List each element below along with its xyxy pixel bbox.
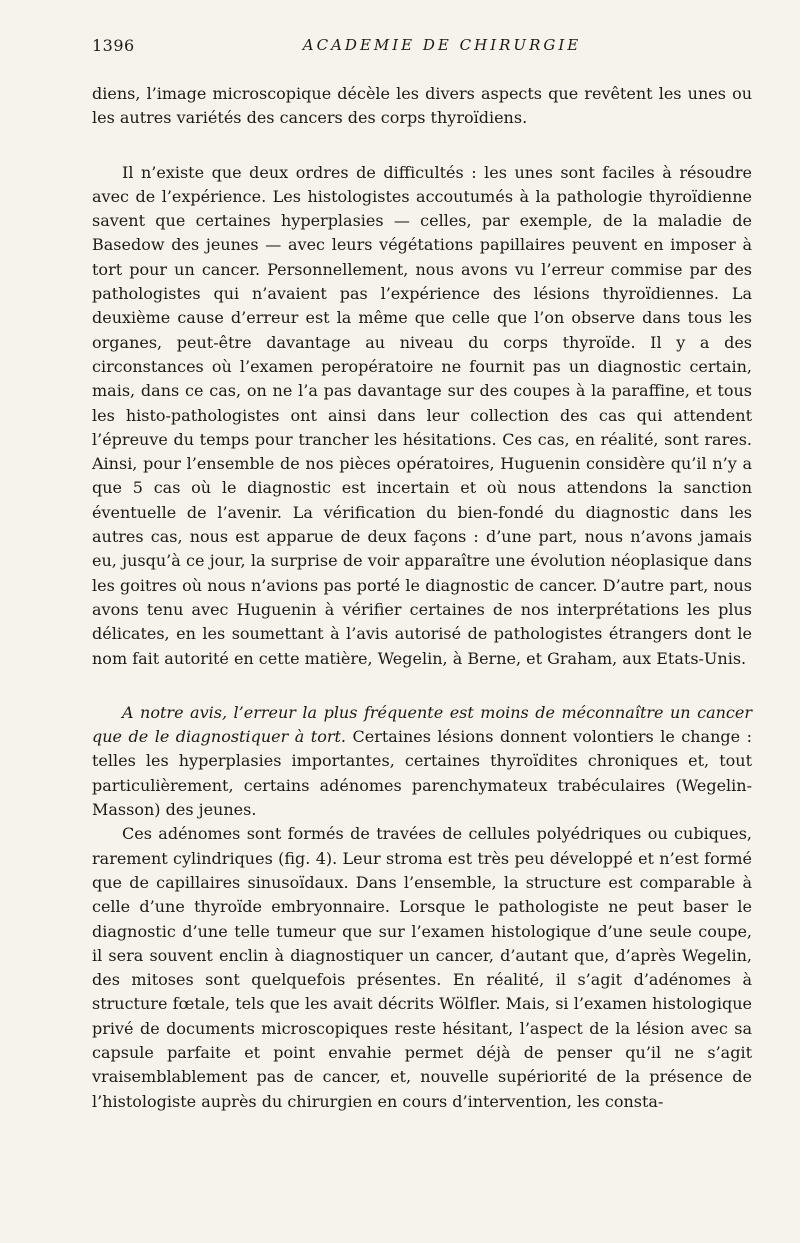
running-header xyxy=(92,36,752,64)
paragraph-frequent-error-body: Certaines lésions donnent volontiers le change : telles les hyperplasies importantes, certaines thyroïdites chroniques et, tout particulièrement, certains adénomes parenchymateux trabéculaires (Wegelin-Masson) des jeunes. xyxy=(92,727,752,820)
italic-lead-sentence: A notre avis, l’erreur la plus fréquente est moins de méconnaître un cancer que de le diagnostiquer à tort. xyxy=(92,702,752,747)
paragraph-difficulties: Il n’existe que deux ordres de difficultés : les unes sont faciles à résoudre avec de l’expérience. Les histologistes accoutumés à la pathologie thyroïdienne savent que certaines hyperplasies — celles, par exemple, de la maladie de Basedow des jeunes — avec leurs végétations papillaires peuvent en imposer à tort pour un cancer. Personnellement, nous avons vu l’erreur commise par des pathologistes qui n’avaient pas l’expérience des lésions thyroïdiennes. La deuxième cause d’erreur est la même que celle que l’on observe dans tous les organes, peut-être davantage au niveau du corps thyroïde. Il y a des circonstances où l’examen peropératoire ne fournit pas un diagnostic certain, mais, dans ce cas, on ne l’a pas davantage sur des coupes à la paraffine, et tous les histo-pathologistes ont ainsi dans leur collection des cas qui attendent l’épreuve du temps pour trancher les hésitations. Ces cas, en réalité, sont rares. Ainsi, pour l’ensemble de nos pièces opératoires, Huguenin considère qu’il n’y a que 5 cas où le diagnostic est incertain et où nous attendons la sanction éventuelle de l’avenir. La vérification du bien-fondé du diagnostic dans les autres cas, nous est apparue de deux façons : d’une part, nous n’avons jamais eu, jusqu’à ce jour, la surprise de voir apparaître une évolution néoplasique dans les goitres où nous n’avions pas porté le diagnostic de cancer. D’autre part, nous avons tenu avec Huguenin à vérifier certaines de nos interprétations les plus délicates, en les soumettant à l’avis autorisé de pathologistes étrangers dont le nom fait autorité en cette matière, Wegelin, à Berne, et Graham, aux Etats-Unis. xyxy=(92,162,752,668)
paragraph-frequent-error xyxy=(92,701,752,822)
document-page xyxy=(92,36,752,1114)
paragraph-continuation: diens, l’image microscopique décèle les divers aspects que revêtent les unes ou les autres variétés des cancers des corps thyroïdiens. xyxy=(92,84,752,128)
paragraph-adenomes: Ces adénomes sont formés de travées de cellules polyédriques ou cubiques, rarement cylindriques (fig. 4). Leur stroma est très peu développé et n’est formé que de capillaires sinusoïdaux. Dans l’ensemble, la structure est comparable à celle d’une thyroïde embryonnaire. Lorsque le pathologiste ne peut baser le diagnostic d’une telle tumeur que sur l’examen histologique d’une seule coupe, il sera souvent enclin à diagnostiquer un cancer, d’autant que, d’après Wegelin, des mitoses sont quelquefois présentes. En réalité, il s’agit d’adénomes à structure fœtale, tels que les avait décrits Wölfler. Mais, si l’examen histologique privé de documents microscopiques reste hésitant, l’aspect de la lésion avec sa capsule parfaite et point envahie permet déjà de penser qu’il ne s’agit vraisemblablement pas de cancer, et, nouvelle supériorité de la présence de l’histologiste auprès du chirurgien en cours d’intervention, les consta- xyxy=(92,824,752,1111)
journal-title: ACADEMIE DE CHIRURGIE xyxy=(302,36,582,54)
page-number: 1396 xyxy=(92,36,135,55)
